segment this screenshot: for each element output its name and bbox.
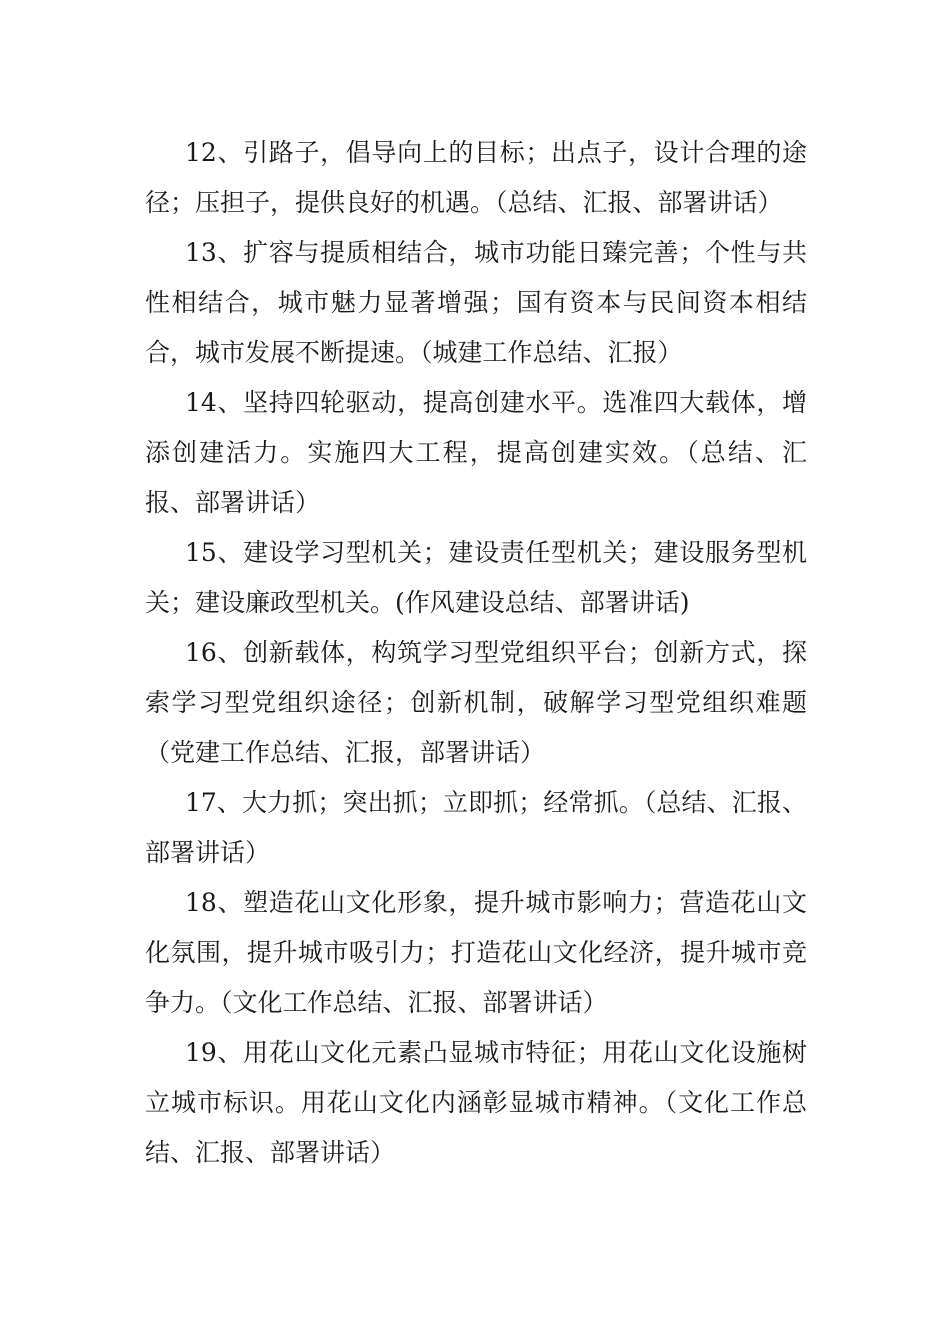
document-body [145, 128, 807, 1178]
paragraph-18: 18、塑造花山文化形象，提升城市影响力；营造花山文化氛围，提升城市吸引力；打造花山文化经济，提升城市竞争力。（文化工作总结、汇报、部署讲话） [145, 888, 807, 1017]
paragraph-19: 19、用花山文化元素凸显城市特征；用花山文化设施树立城市标识。用花山文化内涵彰显城市精神。（文化工作总结、汇报、部署讲话） [145, 1038, 807, 1167]
paragraph-13: 13、扩容与提质相结合，城市功能日臻完善；个性与共性相结合，城市魅力显著增强；国有资本与民间资本相结合，城市发展不断提速。（城建工作总结、汇报） [145, 238, 807, 367]
paragraph-17: 17、大力抓；突出抓；立即抓；经常抓。（总结、汇报、部署讲话） [145, 788, 807, 867]
paragraph-16: 16、创新载体，构筑学习型党组织平台；创新方式，探索学习型党组织途径；创新机制，破解学习型党组织难题（党建工作总结、汇报，部署讲话） [145, 638, 807, 767]
paragraph-15: 15、建设学习型机关；建设责任型机关；建设服务型机关；建设廉政型机关。(作风建设总结、部署讲话) [145, 538, 807, 617]
paragraph-14: 14、坚持四轮驱动，提高创建水平。选准四大载体，增添创建活力。实施四大工程，提高创建实效。（总结、汇报、部署讲话） [145, 388, 807, 517]
paragraph-12: 12、引路子，倡导向上的目标；出点子，设计合理的途径；压担子，提供良好的机遇。（总结、汇报、部署讲话） [145, 138, 807, 217]
